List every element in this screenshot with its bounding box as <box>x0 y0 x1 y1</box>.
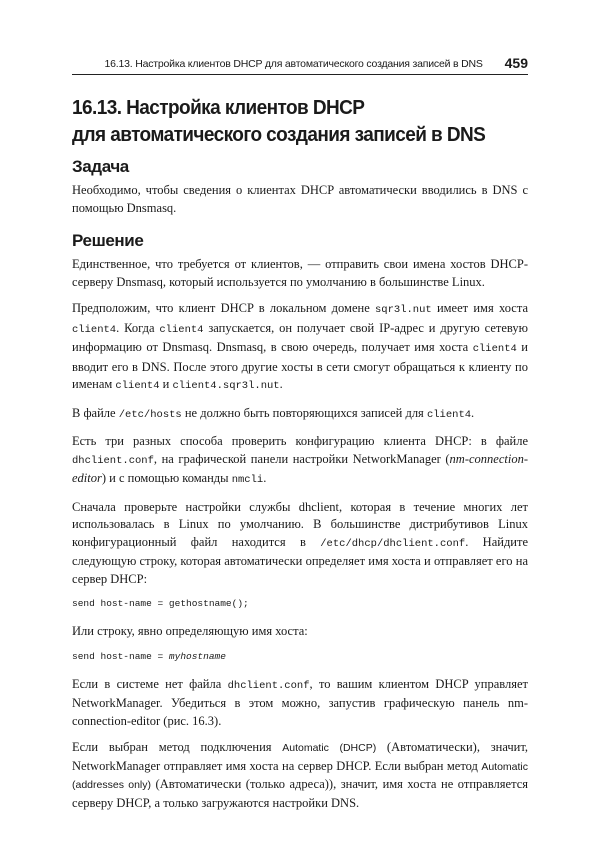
inline-code: client4 <box>426 408 472 421</box>
inline-code: client4 <box>72 323 117 336</box>
inline-code: client4.sqr3l.nut <box>172 380 280 392</box>
ui-term: Automatic (addresses only) <box>72 760 528 791</box>
section-title <box>72 95 505 149</box>
solution-paragraph-1: Единственное, что требуется от клиентов, — отправить свои имена хостов DHCP-серверу Dnsmasq, который используется по умолчанию в большинстве Linux. <box>72 257 528 289</box>
solution-paragraph-2: Предположим, что клиент DHCP в локальном домене sqr3l.nut имеет имя хоста client4. Когда client4 запускается, он получает свой IP-адрес и другую сетевую информацию от Dnsmasq. Dnsmasq, в свою очередь, получает имя хоста client4 и вводит его в DNS. После этого другие хосты в сети смогут обращаться к клиенту по именам client4 и client4.sqr3l.nut. <box>72 301 528 392</box>
italic-term: nm-connection-editor <box>72 451 528 485</box>
ui-term: Automatic (DHCP) <box>282 742 377 754</box>
task-heading: Задача <box>72 157 129 176</box>
task-paragraph: Необходимо, чтобы сведения о клиентах DHCP автоматически вводились в DNS с помощью Dnsmasq. <box>72 183 528 215</box>
solution-paragraph-5: Сначала проверьте настройки службы dhclient, которая в течение многих лет использовалась в Linux по умолчанию. В большинстве дистрибутивов Linux конфигурационный файл находится в /etc/dhcp/dhclient.conf. Найдите следующую строку, которая автоматически определяет имя хоста и отправляет его на сервер DHCP: <box>72 499 529 586</box>
inline-code: dhclient.conf <box>227 679 310 692</box>
solution-heading: Решение <box>72 231 144 250</box>
solution-paragraph-8: Если выбран метод подключения Automatic (DHCP) (Автоматически), значит, NetworkManager отправляет имя хоста на сервер DHCP. Если выбран метод Automatic (addresses only) (Автоматически (только адреса)), значит, имя хоста не отправляется серверу DHCP, а только загружаются настройки DNS. <box>72 740 528 810</box>
solution-paragraph-4: Есть три разных способа проверить конфигурацию клиента DHCP: в файле dhclient.conf, на графической панели настройки NetworkManager (nm-connection-editor) и с помощью команды nmcli. <box>72 434 528 486</box>
inline-code: /etc/dhcp/dhclient.conf <box>320 537 466 550</box>
inline-code: client4 <box>472 343 517 355</box>
section-title-line-2: для автоматического создания записей в DNS <box>72 124 486 146</box>
page-number: 459 <box>504 55 528 71</box>
inline-code: client4 <box>115 380 160 392</box>
running-header <box>72 52 528 75</box>
section-title-line-1: 16.13. Настройка клиентов DHCP <box>72 97 365 119</box>
code-block-2: send host-name = myhostname <box>72 650 226 662</box>
inline-code: dhclient.conf <box>72 454 154 467</box>
inline-code: client4 <box>159 323 204 336</box>
solution-paragraph-3: В файле /etc/hosts не должно быть повторяющихся записей для client4. <box>72 405 475 421</box>
inline-code: nmcli <box>231 474 264 486</box>
inline-code: /etc/hosts <box>118 408 182 421</box>
inline-code: sqr3l.nut <box>375 304 432 316</box>
code-block-1: send host-name = gethostname(); <box>72 598 249 609</box>
solution-paragraph-6: Или строку, явно определяющую имя хоста: <box>72 624 308 638</box>
running-title: 16.13. Настройка клиентов DHCP для автоматического создания записей в DNS <box>104 58 483 70</box>
code-placeholder: myhostname <box>168 650 226 662</box>
solution-paragraph-7: Если в системе нет файла dhclient.conf, то вашим клиентом DHCP управляет NetworkManager. Убедиться в этом можно, запустив графическую панель nm-connection-editor (рис. 16.3). <box>72 676 529 728</box>
page-content <box>72 95 528 812</box>
